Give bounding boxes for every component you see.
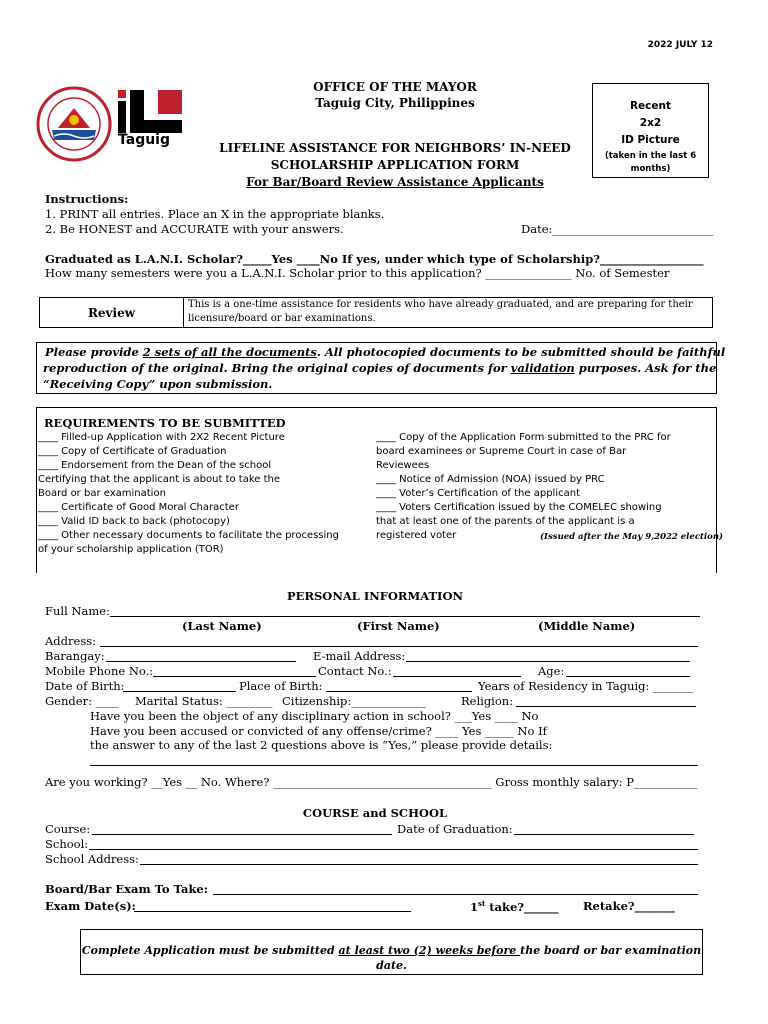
notice-text: reproduction of the original. Bring the original copies of documents for xyxy=(43,361,511,375)
course-label: Course: xyxy=(45,822,91,836)
requirement-right-item[interactable]: ____ Notice of Admission (NOA) issued by PRC xyxy=(376,474,605,485)
note-text: Complete Application must be submitted xyxy=(81,944,339,957)
course-input[interactable] xyxy=(92,834,392,835)
address-label: Address: xyxy=(45,634,97,648)
form-title-2: SCHOLARSHIP APPLICATION FORM xyxy=(270,158,520,172)
city-name: Taguig City, Philippines xyxy=(315,96,475,110)
document-date: 2022 JULY 12 xyxy=(647,40,713,50)
review-divider xyxy=(183,298,184,327)
mobile-input[interactable] xyxy=(153,676,316,677)
age-input[interactable] xyxy=(566,676,690,677)
requirement-left-item[interactable]: of your scholarship application (TOR) xyxy=(38,544,224,555)
first-name-caption: (First Name) xyxy=(357,619,440,633)
photo-box-line-5: months) xyxy=(630,164,671,174)
photo-box-line-4: (taken in the last 6 xyxy=(604,151,697,161)
notice-emphasis: validation xyxy=(510,361,575,375)
notice-line-3: “Receiving Copy” upon submission. xyxy=(43,377,273,391)
graduation-date-label: Date of Graduation: xyxy=(397,822,513,836)
requirements-heading: REQUIREMENTS TO BE SUBMITTED xyxy=(44,416,286,430)
taguig-logo xyxy=(112,90,188,152)
requirement-right-item[interactable]: ____ Copy of the Application Form submitted to the PRC for xyxy=(376,432,671,443)
barangay-input[interactable] xyxy=(106,661,296,662)
review-label: Review xyxy=(87,306,136,320)
address-input[interactable] xyxy=(100,646,698,647)
notice-line-1 xyxy=(45,345,725,359)
notice-text: Please provide xyxy=(45,345,143,359)
instructions-heading: Instructions: xyxy=(45,192,129,206)
requirement-left-item[interactable]: ____ Certificate of Good Moral Character xyxy=(38,502,239,513)
review-box xyxy=(39,297,713,328)
pob-label: Place of Birth: xyxy=(239,679,323,693)
school-label: School: xyxy=(45,837,89,851)
review-text-2: licensure/board or bar examinations. xyxy=(188,313,376,324)
details-prompt: the answer to any of the last 2 questions above is “Yes,” please provide details: xyxy=(90,738,553,752)
submission-note-box xyxy=(80,929,703,975)
dob-input[interactable] xyxy=(123,691,236,692)
office-title: OFFICE OF THE MAYOR xyxy=(313,80,477,94)
requirement-right-item[interactable]: ____ Voter’s Certification of the applicant xyxy=(376,488,580,499)
submission-note-line-2: date. xyxy=(376,959,407,972)
notice-emphasis: 2 sets of all the documents xyxy=(142,345,317,359)
requirement-left-item[interactable]: ____ Other necessary documents to facilitate the processing xyxy=(38,530,339,541)
religion-input[interactable] xyxy=(516,706,696,707)
note-emphasis: at least two (2) weeks before xyxy=(338,944,521,957)
requirement-right-item[interactable]: that at least one of the parents of the applicant is a xyxy=(376,516,635,527)
first-take-label: take?______ xyxy=(485,899,559,914)
school-address-label: School Address: xyxy=(45,852,139,866)
requirement-left-item[interactable]: ____ Filled-up Application with 2X2 Recent Picture xyxy=(38,432,285,443)
requirement-right-item[interactable]: registered voter xyxy=(376,530,457,541)
residency-label[interactable]: Years of Residency in Taguig: _______ xyxy=(478,679,694,693)
requirement-note-wrap xyxy=(540,531,723,542)
middle-name-caption: (Middle Name) xyxy=(538,619,636,633)
requirement-note: (Issued after the May 9,2022 election) xyxy=(540,532,724,542)
requirement-left-item[interactable]: ____ Copy of Certificate of Graduation xyxy=(38,446,227,457)
mobile-label: Mobile Phone No.: xyxy=(45,664,154,678)
note-text: the board or bar examination xyxy=(520,944,702,957)
age-label: Age: xyxy=(538,664,565,678)
form-title-1: LIFELINE ASSISTANCE FOR NEIGHBORS’ IN-NEED xyxy=(219,141,571,155)
city-seal-logo xyxy=(36,86,112,162)
photo-box-line-3: ID Picture xyxy=(621,134,680,146)
gender-field[interactable]: Gender: ____ xyxy=(45,694,119,708)
marital-status-field[interactable]: Marital Status: ________ xyxy=(135,694,273,708)
details-input[interactable] xyxy=(90,765,698,766)
review-text-1: This is a one-time assistance for residents who have already graduated, and are preparing for their xyxy=(188,299,693,310)
date-field[interactable]: Date:____________________________ xyxy=(521,222,714,236)
requirement-right-item[interactable]: board examinees or Supreme Court in case of Bar xyxy=(376,446,627,457)
contact-input[interactable] xyxy=(393,676,521,677)
working-question[interactable]: Are you working? __Yes __ No. Where? ______________________________________ Gross monthly salary: P___________ xyxy=(45,775,698,789)
lani-scholar-question[interactable]: Graduated as L.A.N.I. Scholar?_____Yes ____No If yes, under which type of Scholarship?__________________ xyxy=(45,252,704,266)
form-subtitle: For Bar/Board Review Assistance Applicants xyxy=(246,175,544,189)
requirement-right-item[interactable]: Reviewees xyxy=(376,460,430,471)
contact-label: Contact No.: xyxy=(318,664,392,678)
requirement-left-item[interactable]: ____ Valid ID back to back (photocopy) xyxy=(38,516,230,527)
barangay-label: Barangay: xyxy=(45,649,105,663)
first-take-suffix: st xyxy=(478,899,486,908)
first-take-number: 1 xyxy=(470,899,479,914)
school-address-input[interactable] xyxy=(140,864,698,865)
religion-label: Religion: xyxy=(461,694,514,708)
photo-box[interactable] xyxy=(592,83,709,178)
retake-field[interactable]: Retake?_______ xyxy=(583,899,675,913)
personal-info-heading: PERSONAL INFORMATION xyxy=(287,589,463,603)
requirement-right-item[interactable]: ____ Voters Certification issued by the COMELEC showing xyxy=(376,502,662,513)
exam-dates-input[interactable] xyxy=(134,911,411,912)
documents-notice-box xyxy=(36,342,726,394)
full-name-input[interactable] xyxy=(110,616,700,617)
email-label: E-mail Address: xyxy=(313,649,406,663)
citizenship-field[interactable]: Citizenship:_____________ xyxy=(282,694,427,708)
requirement-left-item[interactable]: Certifying that the applicant is about to take the xyxy=(38,474,281,485)
photo-box-line-1: Recent xyxy=(629,100,672,112)
exam-label: Board/Bar Exam To Take: xyxy=(45,882,208,896)
notice-text: . All photocopied documents to be submitted should be faithful xyxy=(316,345,726,359)
logo-word: Taguig xyxy=(118,132,171,148)
full-name-label: Full Name: xyxy=(45,604,110,618)
instruction-1: 1. PRINT all entries. Place an X in the appropriate blanks. xyxy=(45,207,385,221)
pob-input[interactable] xyxy=(326,691,472,692)
school-input[interactable] xyxy=(89,849,698,850)
course-school-heading: COURSE and SCHOOL xyxy=(302,806,448,820)
requirement-left-item[interactable]: ____ Endorsement from the Dean of the school xyxy=(38,460,272,471)
photo-box-line-2: 2x2 xyxy=(639,117,662,129)
graduation-date-input[interactable] xyxy=(514,834,694,835)
lani-semesters-question[interactable]: How many semesters were you a L.A.N.I. Scholar prior to this application? _______________ No. of Semester xyxy=(45,266,670,280)
offense-question[interactable]: Have you been accused or convicted of any offense/crime? ____ Yes _____ No If xyxy=(90,724,547,738)
submission-note-line-1 xyxy=(81,944,702,957)
notice-line-2 xyxy=(43,361,716,375)
last-name-caption: (Last Name) xyxy=(182,619,262,633)
dob-label: Date of Birth: xyxy=(45,679,125,693)
instruction-2: 2. Be HONEST and ACCURATE with your answers. xyxy=(45,222,344,236)
notice-text: purposes. Ask for the xyxy=(574,361,717,375)
requirement-left-item[interactable]: Board or bar examination xyxy=(38,488,166,499)
email-input[interactable] xyxy=(406,661,690,662)
first-take-field[interactable] xyxy=(470,899,559,914)
exam-dates-label: Exam Date(s): xyxy=(45,899,136,913)
exam-input[interactable] xyxy=(213,894,698,895)
disciplinary-question[interactable]: Have you been the object of any disciplinary action in school? ___Yes ____ No xyxy=(90,709,539,723)
